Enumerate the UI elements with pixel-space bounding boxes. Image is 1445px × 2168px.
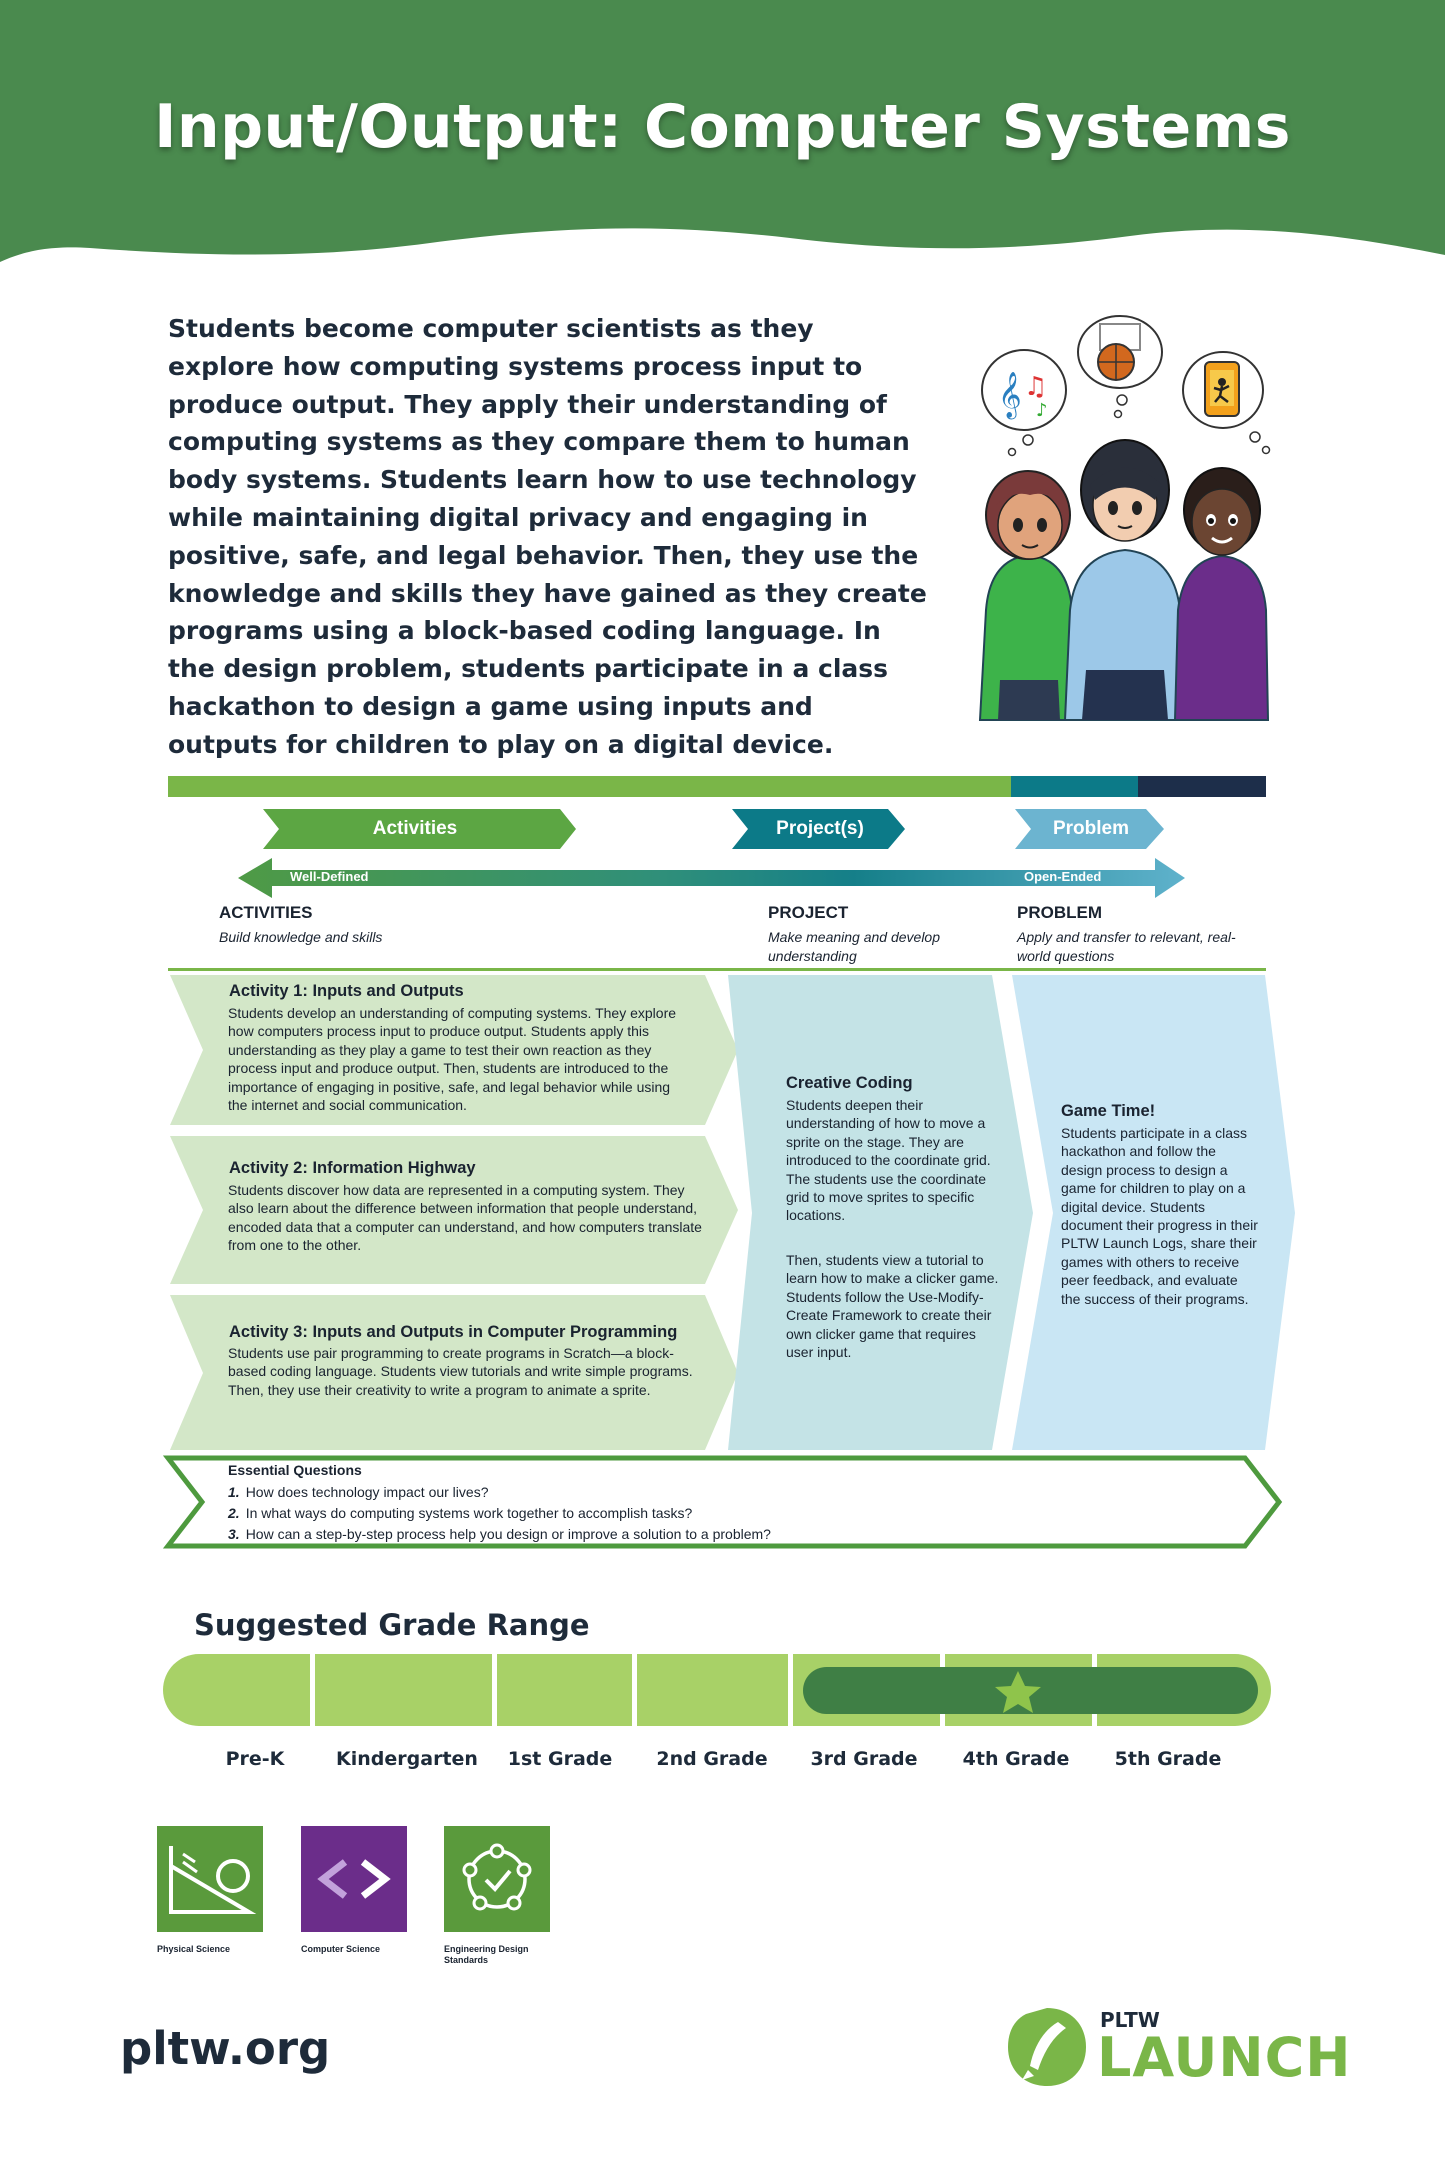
grade-2nd: 2nd Grade <box>656 1748 768 1770</box>
problem-body: Students participate in a class hackathon and follow the design process to design a game for children to play on a digital device. Students document their progress in their PLTW Launch Logs, share their games with others to receive peer feedback, and evaluate the success of their programs. <box>1061 1125 1258 1307</box>
music-thought-bubble <box>982 350 1066 456</box>
logo-launch-text: LAUNCH <box>1097 2026 1352 2089</box>
student-middle <box>1065 440 1184 720</box>
problem-chevron: Problem <box>1052 818 1130 839</box>
grade-range-bar <box>0 1650 1445 1730</box>
physical-science-icon <box>157 1826 263 1932</box>
grade-kindergarten: Kindergarten <box>336 1748 478 1770</box>
students-illustration <box>950 310 1300 725</box>
project-subheading: Make meaning and develop understanding <box>768 929 941 964</box>
page-title: Input/Output: Computer Systems <box>154 92 1291 162</box>
progress-bar-problem <box>1138 776 1266 797</box>
essential-question-2: 2. In what ways do computing systems work together to accomplish tasks? <box>228 1505 693 1521</box>
problem-title: Game Time! <box>1061 1102 1156 1120</box>
activity-2-title: Activity 2: Information Highway <box>229 1159 476 1177</box>
activities-chevron: Activities <box>372 818 458 839</box>
problem-subheading: Apply and transfer to relevant, real-world questions <box>1017 929 1236 964</box>
grade-3rd: 3rd Grade <box>810 1748 918 1770</box>
grade-range-title: Suggested Grade Range <box>194 1608 590 1642</box>
well-defined-label: Well-Defined <box>290 869 369 884</box>
activity-1-body: Students develop an understanding of computing systems. They explore how computers process input to produce output. Students apply this understanding as they play a game to test their own reaction as they process input and produce output. Then, students are introduced to the importance of engaging in positive, safe, and legal behavior while using the internet and social communication. <box>228 1005 677 1114</box>
progress-bar-activities <box>168 776 1011 797</box>
grade-1st: 1st Grade <box>507 1748 613 1770</box>
activities-heading: ACTIVITIES <box>219 903 313 922</box>
svg-text:♫: ♫ <box>1024 372 1048 402</box>
intro-paragraph: Students become computer scientists as they explore how computing systems process input to produce output. They apply their understanding of computing systems as they compare them to human body systems. Students learn how to use technology while maintaining digital privacy and engaging in positive, safe, and legal behavior. Then, they use the knowledge and skills they have gained as they create programs using a block-based coding language. In the design problem, students participate in a class hackathon to design a game using inputs and outputs for children to play on a digital device. <box>168 314 927 759</box>
engineering-design-label: Engineering Design Standards <box>444 1944 529 1965</box>
student-right <box>1175 468 1268 720</box>
open-ended-label: Open-Ended <box>1024 869 1102 884</box>
basketball-thought-bubble <box>1078 316 1162 418</box>
grade-5th: 5th Grade <box>1114 1748 1222 1770</box>
projects-chevron: Project(s) <box>776 818 864 839</box>
activities-subheading: Build knowledge and skills <box>219 929 383 945</box>
grade-4th: 4th Grade <box>962 1748 1070 1770</box>
game-phone-thought-bubble <box>1183 352 1270 454</box>
svg-text:𝄞: 𝄞 <box>998 372 1022 418</box>
logo-pltw-text: PLTW <box>1100 2008 1160 2032</box>
project-body-2: Then, students view a tutorial to learn how to make a clicker game. Students follow the Use-Modify-Create Framework to create their own clicker game that requires user input. <box>786 1252 999 1361</box>
activity-3-body: Students use pair programming to create programs in Scratch—a block-based coding language. Students view tutorials and write simple programs. Then, they use their creativity to write a program to animate a sprite. <box>228 1345 693 1398</box>
design-cycle-icon <box>444 1826 550 1932</box>
grade-pre-k: Pre-K <box>225 1748 285 1770</box>
progress-bar-project <box>1011 776 1138 797</box>
computer-science-label: Computer Science <box>301 1944 381 1954</box>
essential-questions-title: Essential Questions <box>228 1462 362 1478</box>
essential-question-1: 1. How does technology impact our lives? <box>228 1484 489 1500</box>
progression-chevrons <box>0 800 1445 910</box>
student-left <box>980 471 1074 720</box>
essential-question-3: 3. How can a step-by-step process help you design or improve a solution to a problem? <box>228 1526 771 1542</box>
problem-heading: PROBLEM <box>1017 903 1102 922</box>
project-heading: PROJECT <box>768 903 849 922</box>
project-title: Creative Coding <box>786 1074 913 1092</box>
activity-1-title: Activity 1: Inputs and Outputs <box>229 982 464 1000</box>
activity-2-body: Students discover how data are represented in a computing system. They also learn about the difference between information that people understand, encoded data that a computer can understand, and how computers translate from one to the other. <box>228 1182 702 1254</box>
physical-science-label: Physical Science <box>157 1944 231 1954</box>
pltw-launch-logo-icon <box>1004 2004 1090 2090</box>
project-body-1: Students deepen their understanding of how to move a sprite on the stage. They are introduced to the coordinate grid. The students use the coordinate grid to move sprites to specific locations. <box>786 1097 991 1224</box>
activity-3-title: Activity 3: Inputs and Outputs in Computer Programming <box>229 1323 678 1341</box>
code-brackets-icon <box>301 1826 407 1932</box>
svg-text:♪: ♪ <box>1036 400 1048 421</box>
footer-url: pltw.org <box>120 2022 331 2075</box>
